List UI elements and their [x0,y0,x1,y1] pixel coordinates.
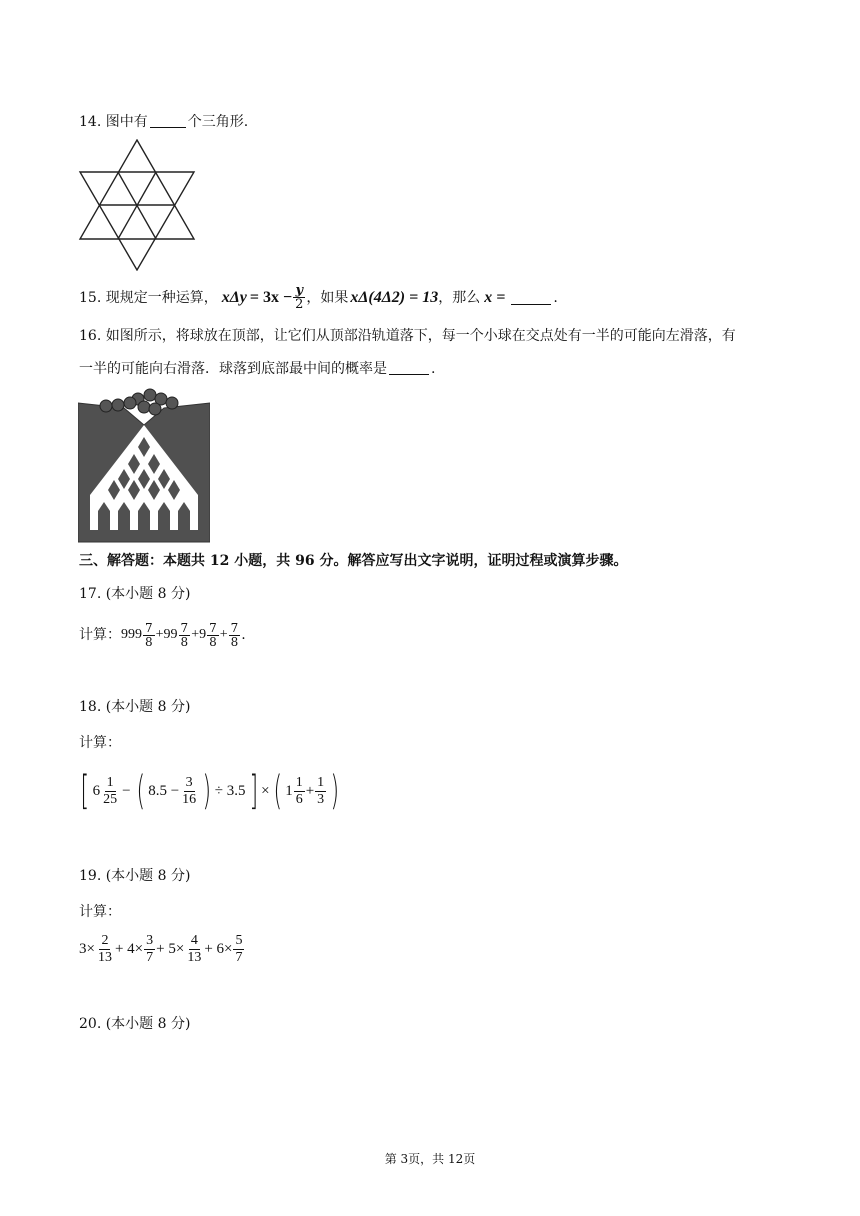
q17-t2-num: 7 [180,620,189,635]
q16-line2 [79,359,435,379]
q17-t1-den: 8 [145,634,153,649]
q17-t3-frac [207,622,219,649]
q18-c-whole: 1 [285,782,293,799]
q17-header: 17. (本小题 8 分) [79,586,191,602]
q19-t2-den: 7 [146,949,154,965]
q20-header: 20. (本小题 8 分) [79,1016,191,1032]
q14-text [79,112,248,132]
q19-t3: + 5× [156,940,185,957]
q18-minus: − [122,782,131,799]
q18-b-val: 8.5 − [148,782,180,799]
q19-t3-num: 4 [190,932,198,948]
q19-t1-den: 13 [97,949,112,965]
q17-t4-num: 7 [230,620,239,635]
q18-left-bracket: [ [80,768,90,814]
upward-triangle [80,140,194,239]
q15-condition: xΔ(4Δ2) = 13 [350,288,439,306]
q17-t3-den: 8 [209,634,217,649]
q17-t2-frac [179,622,191,649]
q19-t3-den: 13 [187,949,202,965]
q14-suffix: 个三角形. [187,114,249,130]
q18-div: ÷ 3.5 [214,782,246,799]
q19-t1-num: 2 [101,932,109,948]
q18-expression [77,768,343,814]
q18-header: 18. (本小题 8 分) [79,699,191,715]
q18-right-paren-2: ) [330,768,340,814]
q17-t3-whole: +9 [191,627,207,642]
q15-def-lhs: xΔy [221,288,247,306]
q17-t1-whole: 999 [121,627,142,642]
q17-t2-den: 8 [180,634,189,649]
star-of-david-figure [78,139,196,271]
q18-d-den: 3 [317,791,325,807]
q15-fraction [293,284,305,311]
q17-label: 计算： [79,627,121,643]
q19-t4-num: 5 [235,932,243,948]
section3-header [79,551,627,571]
q17-t1-num: 7 [145,620,153,635]
section3-count: 12 [209,553,230,569]
q18-left-paren-1: ( [136,768,145,814]
q19-t1-frac [96,933,114,966]
q16-line2-prefix: 一半的可能向右滑落．球落到底部最中间的概率是 [79,361,387,377]
q15-end: . [553,289,558,306]
q14-answer-blank [150,113,186,128]
page-footer: 第 3页，共 12页 [384,1152,476,1166]
q17-t4-whole: + [219,627,228,642]
q15-then: ，那么 [438,289,481,306]
q15-answer-blank [511,290,551,305]
q18-c-frac [294,775,305,808]
q17-t3-num: 7 [209,620,217,635]
q17-t4-frac [229,622,241,649]
q19-t2: + 4× [114,940,144,957]
q18-b-frac [180,775,198,808]
section3-points: 96 [295,553,315,569]
q18-times: × [261,782,270,799]
q17-end: . [241,627,246,643]
q19-t3-frac [185,933,203,966]
q18-label: 计算： [79,735,121,751]
q16-line2-suffix: . [431,361,436,377]
q19-t1: 3× [79,940,95,957]
q15-def-eq: = 3x − [249,288,293,306]
q18-a-den: 25 [103,791,118,807]
section3-part1: 三、解答题：本题共 [79,553,210,569]
q18-d-frac [315,775,326,808]
q19-expression [79,930,245,968]
q15-prefix: 15. 现规定一种运算， [79,289,218,306]
q19-t4: + 6× [204,940,233,957]
q19-t2-frac [144,933,155,966]
q18-a-num: 1 [106,774,114,790]
q18-right-paren-1: ) [202,768,212,814]
q19-t2-num: 3 [146,932,154,948]
q17-t2-whole: +99 [155,627,178,642]
q18-b-den: 16 [182,791,197,807]
q18-d-num: 1 [317,774,325,790]
q18-left-paren-2: ( [273,768,282,814]
galton-board-figure [78,387,210,543]
q18-c-den: 6 [295,791,303,807]
q15-x-eq: x = [484,288,506,306]
q17-t1-frac [143,622,155,649]
q15-mid: ，如果 [306,289,349,306]
q16-line1: 16. 如图所示，将球放在顶部，让它们从顶部沿轨道落下，每一个小球在交点处有一半的可能向左滑落，有 [79,328,736,344]
q18-a-frac [101,775,119,808]
q14-prefix: 14. 图中有 [79,114,148,130]
q19-header: 19. (本小题 8 分) [79,868,191,884]
q18-c-num: 1 [295,774,303,790]
q18-b-num: 3 [185,774,193,790]
q17-t4-den: 8 [230,634,239,649]
section3-part2: 小题，共 [229,553,296,569]
q18-right-bracket: ] [249,768,258,814]
q16-answer-blank [389,360,429,375]
q18-a-whole: 6 [92,782,101,799]
section3-part3: 分。解答应写出文字说明，证明过程或演算步骤。 [314,553,628,569]
q15-frac-den: 2 [295,297,304,312]
q15-frac-num: y [295,283,304,298]
downward-triangle [80,172,194,270]
q18-plus: + [305,782,315,799]
q19-t4-den: 7 [235,949,243,965]
q19-label: 计算： [79,904,121,920]
q15-text [79,284,558,311]
q17-expression [79,620,246,650]
q19-t4-frac [233,933,244,966]
